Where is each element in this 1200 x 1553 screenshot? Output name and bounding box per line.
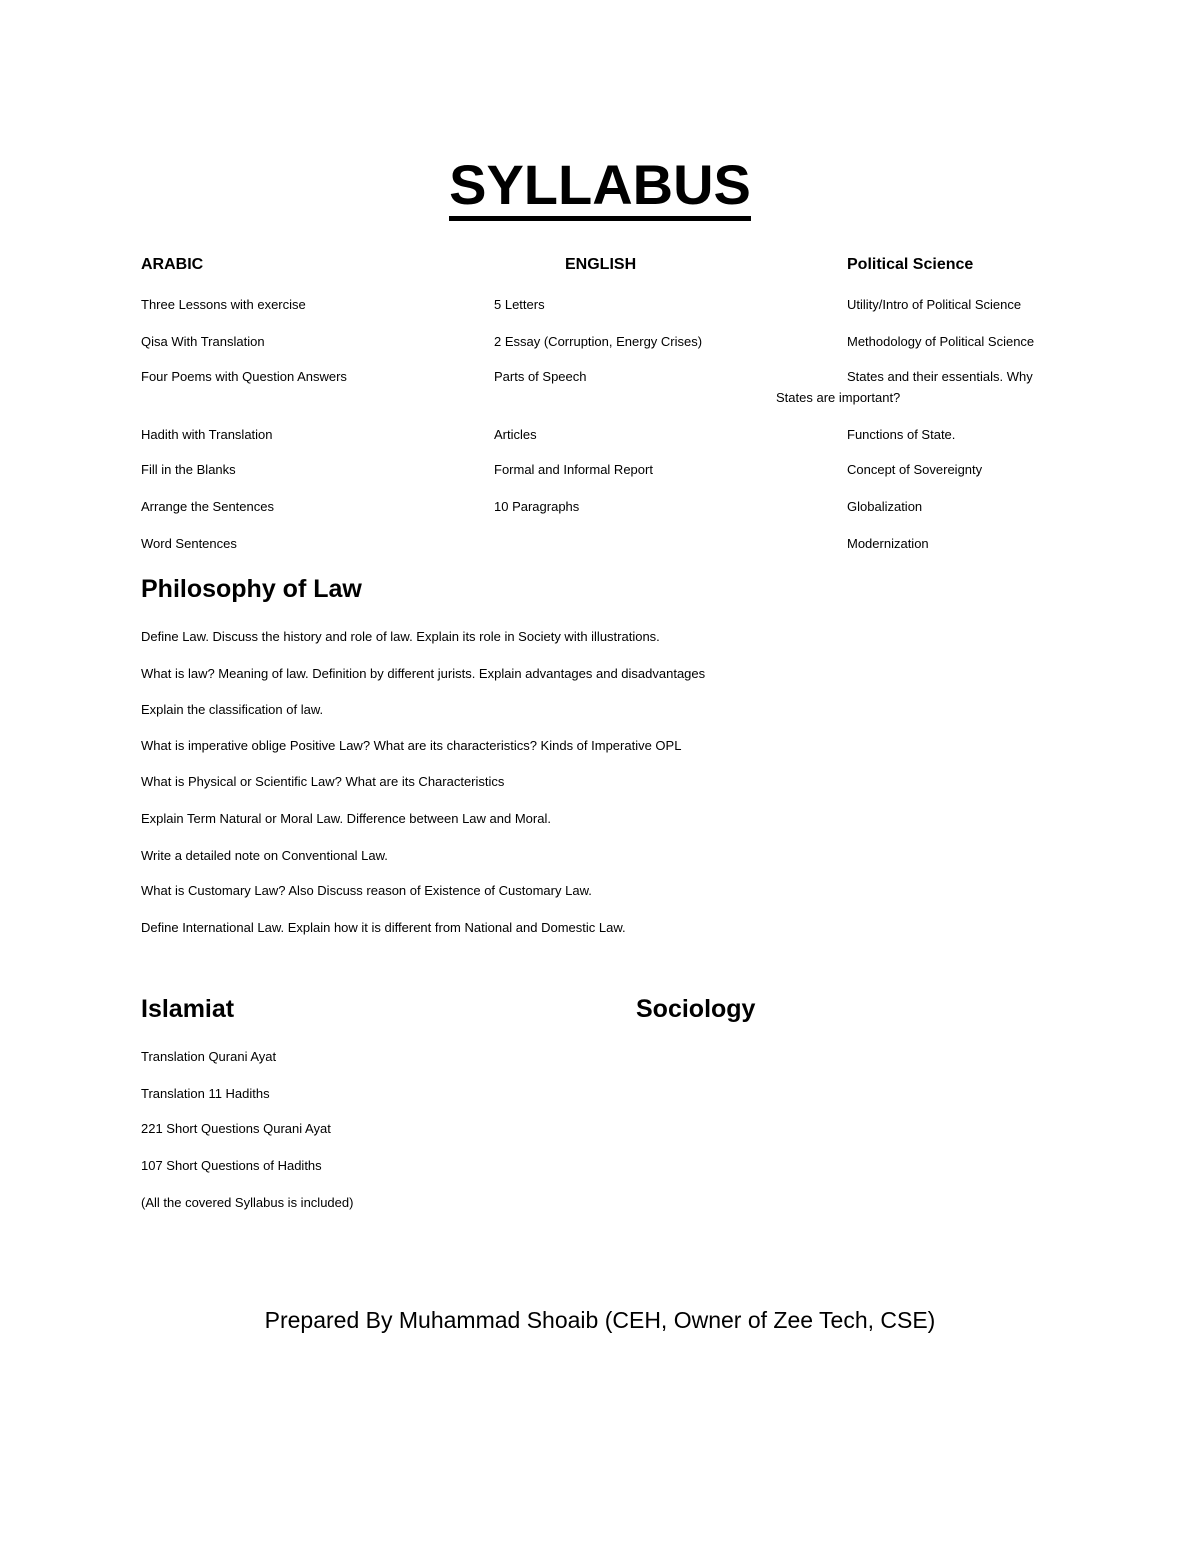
- islamiat-item: 107 Short Questions of Hadiths: [141, 1158, 322, 1173]
- political-science-item: States are important?: [776, 390, 901, 405]
- english-heading: ENGLISH: [565, 256, 637, 273]
- philosophy-item: Define International Law. Explain how it is different from National and Domestic Law.: [141, 920, 626, 935]
- islamiat-item: 221 Short Questions Qurani Ayat: [141, 1121, 331, 1136]
- page-title: SYLLABUS: [0, 150, 1200, 220]
- philosophy-of-law-heading: Philosophy of Law: [141, 575, 362, 603]
- english-item: 10 Paragraphs: [494, 499, 580, 514]
- political-science-item: Globalization: [847, 499, 923, 514]
- english-item: Formal and Informal Report: [494, 462, 653, 477]
- philosophy-item: What is Customary Law? Also Discuss reason of Existence of Customary Law.: [141, 883, 592, 898]
- arabic-item: Arrange the Sentences: [141, 499, 274, 514]
- prepared-by-footer: Prepared By Muhammad Shoaib (CEH, Owner of Zee Tech, CSE): [264, 1307, 936, 1333]
- political-science-item: Functions of State.: [847, 427, 956, 442]
- arabic-item: Word Sentences: [141, 536, 237, 551]
- english-item: Articles: [494, 427, 537, 442]
- english-item: Parts of Speech: [494, 369, 587, 384]
- arabic-heading: ARABIC: [141, 256, 204, 273]
- islamiat-heading: Islamiat: [141, 995, 235, 1023]
- philosophy-item: Write a detailed note on Conventional Law.: [141, 848, 388, 863]
- islamiat-item: Translation 11 Hadiths: [141, 1086, 270, 1101]
- english-item: 5 Letters: [494, 297, 545, 312]
- philosophy-item: Define Law. Discuss the history and role of law. Explain its role in Society with illustrations.: [141, 629, 660, 644]
- political-science-item: Modernization: [847, 536, 929, 551]
- arabic-item: Four Poems with Question Answers: [141, 369, 347, 384]
- arabic-item: Hadith with Translation: [141, 427, 273, 442]
- arabic-item: Three Lessons with exercise: [141, 297, 306, 312]
- arabic-item: Qisa With Translation: [141, 334, 265, 349]
- philosophy-item: Explain the classification of law.: [141, 702, 324, 717]
- philosophy-item: What is imperative oblige Positive Law? What are its characteristics? Kinds of Imperative OPL: [141, 738, 682, 753]
- english-item: 2 Essay (Corruption, Energy Crises): [494, 334, 703, 349]
- philosophy-item: Explain Term Natural or Moral Law. Difference between Law and Moral.: [141, 811, 551, 826]
- arabic-item: Fill in the Blanks: [141, 462, 236, 477]
- sociology-heading: Sociology: [636, 995, 756, 1023]
- political-science-item: Concept of Sovereignty: [847, 462, 983, 477]
- philosophy-item: What is law? Meaning of law. Definition by different jurists. Explain advantages and disadvantages: [141, 666, 706, 681]
- islamiat-item: Translation Qurani Ayat: [141, 1049, 277, 1064]
- political-science-item: Utility/Intro of Political Science: [847, 297, 1022, 312]
- political-science-item: States and their essentials. Why: [847, 369, 1033, 384]
- political-science-item: Methodology of Political Science: [847, 334, 1035, 349]
- philosophy-item: What is Physical or Scientific Law? What are its Characteristics: [141, 774, 505, 789]
- islamiat-item: (All the covered Syllabus is included): [141, 1195, 354, 1210]
- political-science-heading: Political Science: [847, 256, 974, 273]
